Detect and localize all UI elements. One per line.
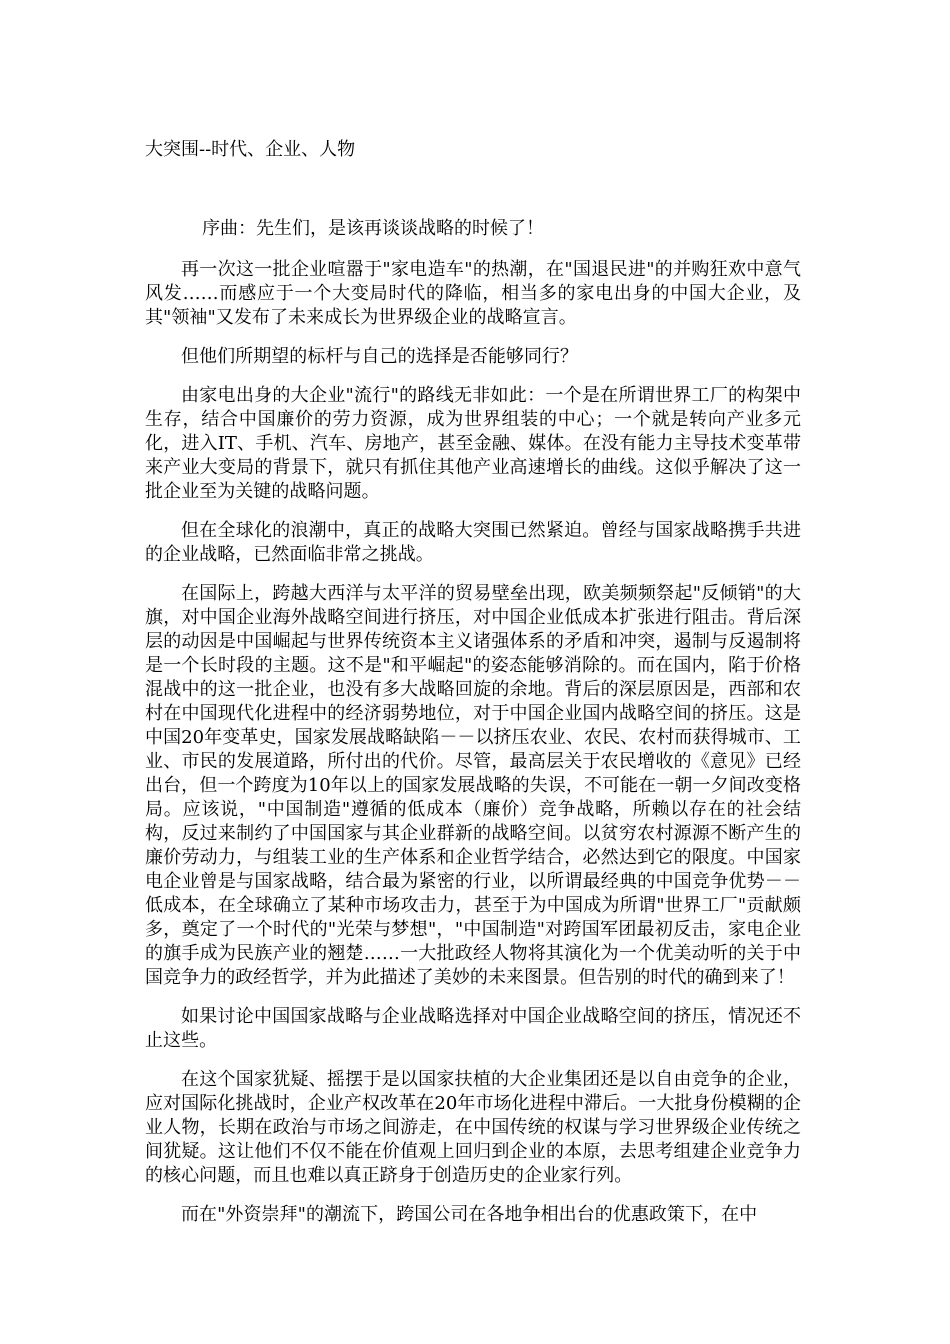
paragraph: 如果讨论中国国家战略与企业战略选择对中国企业战略空间的挤压，情况还不止这些。 xyxy=(145,1006,801,1051)
paragraph: 再一次这一批企业喧嚣于"家电造车"的热潮，在"国退民进"的并购狂欢中意气风发……而感应于一个大变局时代的降临，相当多的家电出身的中国大企业，及其"领袖"又发布了未来成长为世界级企业的战略宣言。 xyxy=(145,259,801,328)
document-title: 大突围--时代、企业、人物 xyxy=(145,139,356,160)
paragraph: 由家电出身的大企业"流行"的路线无非如此：一个是在所谓世界工厂的构架中生存，结合中国廉价的劳力资源，成为世界组装的中心；一个就是转向产业多元化，进入IT、手机、汽车、房地产，甚至金融、媒体。在没有能力主导技术变革带来产业大变局的背景下，就只有抓住其他产业高速增长的曲线。这似乎解决了这一批企业至为关键的战略问题。 xyxy=(145,385,801,502)
paragraph: 在这个国家犹疑、摇摆于是以国家扶植的大企业集团还是以自由竞争的企业，应对国际化挑战时，企业产权改革在20年市场化进程中滞后。一大批身份模糊的企业人物，长期在政治与市场之间游走，在中国传统的权谋与学习世界级企业传统之间犹疑。这让他们不仅不能在价值观上回归到企业的本原，去思考组建企业竞争力的核心问题，而且也难以真正跻身于创造历史的企业家行列。 xyxy=(145,1069,801,1186)
paragraph: 而在"外资崇拜"的潮流下，跨国公司在各地争相出台的优惠政策下，在中 xyxy=(181,1204,758,1225)
paragraph: 但在全球化的浪潮中，真正的战略大突围已然紧迫。曾经与国家战略携手共进的企业战略，已然面临非常之挑战。 xyxy=(145,520,801,565)
paragraph: 在国际上，跨越大西洋与太平洋的贸易壁垒出现，欧美频频祭起"反倾销"的大旗，对中国企业海外战略空间进行挤压，对中国企业低成本扩张进行阻击。背后深层的动因是中国崛起与世界传统资本主义诸强体系的矛盾和冲突，遏制与反遏制将是一个长时段的主题。这不是"和平崛起"的姿态能够消除的。而在国内，陷于价格混战中的这一批企业，也没有多大战略回旋的余地。背后的深层原因是，西部和农村在中国现代化进程中的经济弱势地位，对于中国企业国内战略空间的挤压。这是中国20年变革史，国家发展战略缺陷－－以挤压农业、农民、农村而获得城市、工业、市民的发展道路，所付出的代价。尽管，最高层关于农民增收的《意见》已经出台，但一个跨度为10年以上的国家发展战略的失误，不可能在一朝一夕间改变格局。应该说，"中国制造"遵循的低成本（廉价）竞争战略，所赖以存在的社会结构，反过来制约了中国国家与其企业群新的战略空间。以贫穷农村源源不断产生的廉价劳动力，与组装工业的生产体系和企业哲学结合，必然达到它的限度。中国家电企业曾是与国家战略，结合最为紧密的行业，以所谓最经典的中国竞争优势－－低成本，在全球确立了某种市场攻击力，甚至于为中国成为所谓"世界工厂"贡献颇多，奠定了一个时代的"光荣与梦想"，"中国制造"对跨国军团最初反击，家电企业的旗手成为民族产业的翘楚……一大批政经人物将其演化为一个优美动听的关于中国竞争力的政经哲学，并为此描述了美妙的未来图景。但告别的时代的确到来了！ xyxy=(145,583,801,988)
paragraph: 但他们所期望的标杆与自己的选择是否能够同行？ xyxy=(181,346,579,367)
document-body xyxy=(145,258,801,1242)
prelude-heading: 序曲：先生们，是该再谈谈战略的时候了！ xyxy=(202,218,544,239)
